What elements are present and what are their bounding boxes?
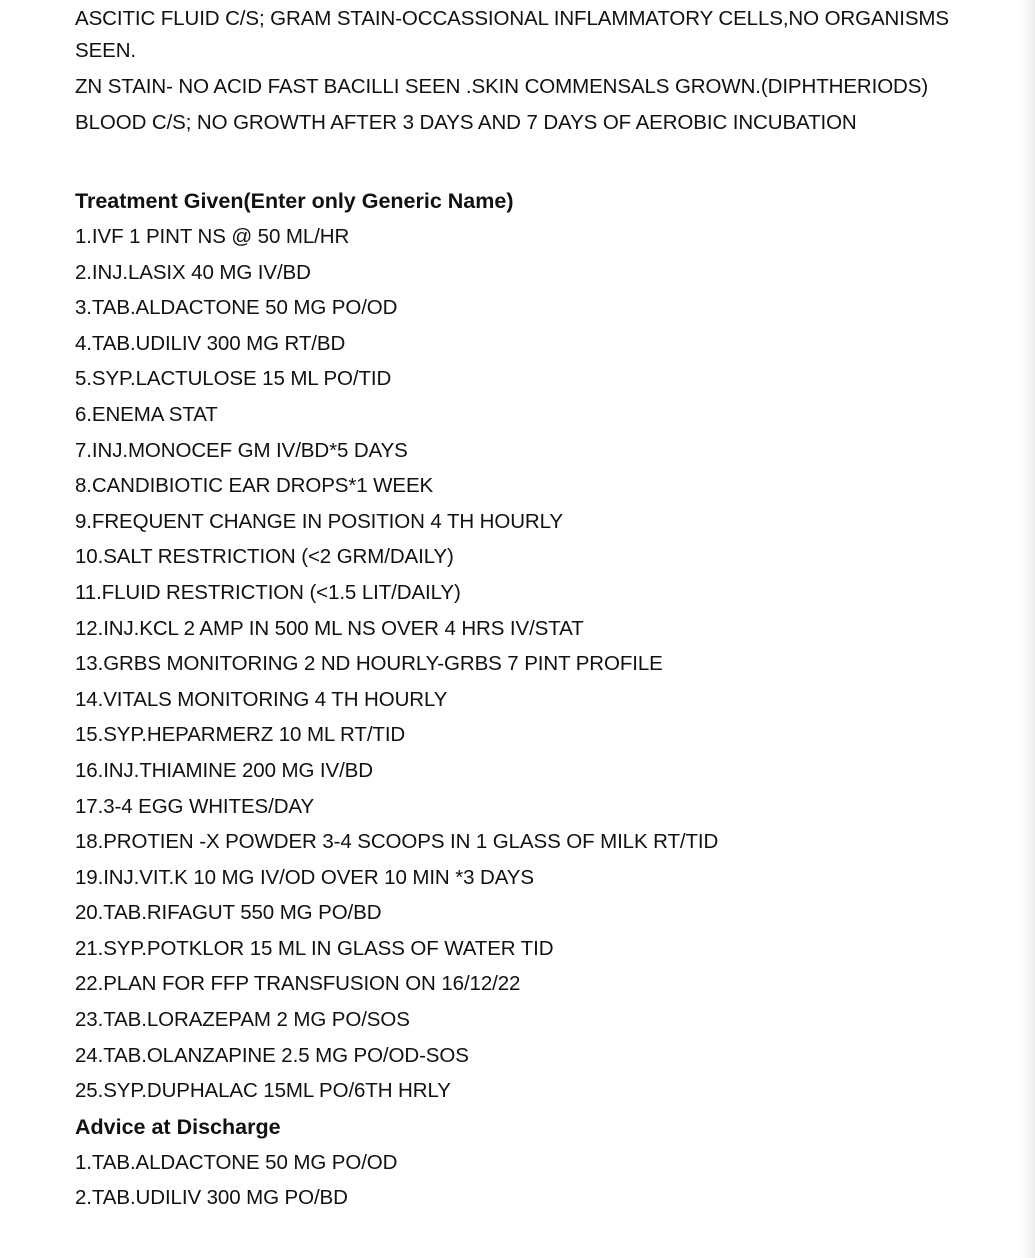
treatment-item: 16.INJ.THIAMINE 200 MG IV/BD [75, 758, 373, 782]
document-content [75, 3, 1005, 1216]
discharge-heading: Advice at Discharge [75, 1114, 281, 1139]
treatment-item: 8.CANDIBIOTIC EAR DROPS*1 WEEK [75, 474, 434, 498]
treatment-item: 18.PROTIEN -X POWDER 3-4 SCOOPS IN 1 GLASS OF MILK RT/TID [75, 830, 719, 854]
treatment-item: 9.FREQUENT CHANGE IN POSITION 4 TH HOURLY [75, 509, 563, 533]
treatment-item: 7.INJ.MONOCEF GM IV/BD*5 DAYS [75, 438, 408, 462]
treatment-item: 21.SYP.POTKLOR 15 ML IN GLASS OF WATER TID [75, 936, 554, 960]
treatment-item: 17.3-4 EGG WHITES/DAY [75, 794, 315, 818]
treatment-item: 14.VITALS MONITORING 4 TH HOURLY [75, 687, 448, 711]
treatment-item: 22.PLAN FOR FFP TRANSFUSION ON 16/12/22 [75, 972, 521, 996]
discharge-item: 2.TAB.UDILIV 300 MG PO/BD [75, 1186, 348, 1210]
treatment-item: 19.INJ.VIT.K 10 MG IV/OD OVER 10 MIN *3 DAYS [75, 865, 534, 889]
treatment-item: 2.INJ.LASIX 40 MG IV/BD [75, 260, 311, 284]
discharge-item: 1.TAB.ALDACTONE 50 MG PO/OD [75, 1150, 398, 1174]
treatment-item: 5.SYP.LACTULOSE 15 ML PO/TID [75, 367, 392, 391]
findings-line-blood-cs: BLOOD C/S; NO GROWTH AFTER 3 DAYS AND 7 DAYS OF AEROBIC INCUBATION [75, 111, 857, 134]
treatment-list [75, 219, 1005, 1109]
treatment-item: 20.TAB.RIFAGUT 550 MG PO/BD [75, 901, 382, 925]
treatment-heading: Treatment Given(Enter only Generic Name) [75, 189, 514, 213]
treatment-item: 12.INJ.KCL 2 AMP IN 500 ML NS OVER 4 HRS IV/STAT [75, 616, 584, 640]
findings-line-zn-stain: ZN STAIN- NO ACID FAST BACILLI SEEN .SKIN COMMENSALS GROWN.(DIPHTHERIODS) [75, 75, 929, 98]
investigation-findings [75, 3, 1005, 139]
treatment-item: 13.GRBS MONITORING 2 ND HOURLY-GRBS 7 PINT PROFILE [75, 652, 663, 676]
treatment-item: 25.SYP.DUPHALAC 15ML PO/6TH HRLY [75, 1079, 451, 1103]
treatment-item: 4.TAB.UDILIV 300 MG RT/BD [75, 331, 346, 355]
treatment-item: 1.IVF 1 PINT NS @ 50 ML/HR [75, 225, 350, 248]
treatment-item: 11.FLUID RESTRICTION (<1.5 LIT/DAILY) [75, 580, 461, 604]
findings-line-ascitic-fluid: ASCITIC FLUID C/S; GRAM STAIN-OCCASSIONAL INFLAMMATORY CELLS,NO ORGANISMS [75, 7, 949, 30]
findings-line-ascitic-fluid-cont: SEEN. [75, 39, 137, 62]
page-edge-shadow [1021, 0, 1035, 1258]
treatment-item: 3.TAB.ALDACTONE 50 MG PO/OD [75, 296, 398, 320]
treatment-item: 24.TAB.OLANZAPINE 2.5 MG PO/OD-SOS [75, 1043, 469, 1067]
treatment-item: 15.SYP.HEPARMERZ 10 ML RT/TID [75, 723, 406, 747]
discharge-list [75, 1145, 1005, 1216]
treatment-item: 6.ENEMA STAT [75, 402, 218, 426]
treatment-item: 10.SALT RESTRICTION (<2 GRM/DAILY) [75, 545, 454, 569]
treatment-item: 23.TAB.LORAZEPAM 2 MG PO/SOS [75, 1008, 410, 1032]
